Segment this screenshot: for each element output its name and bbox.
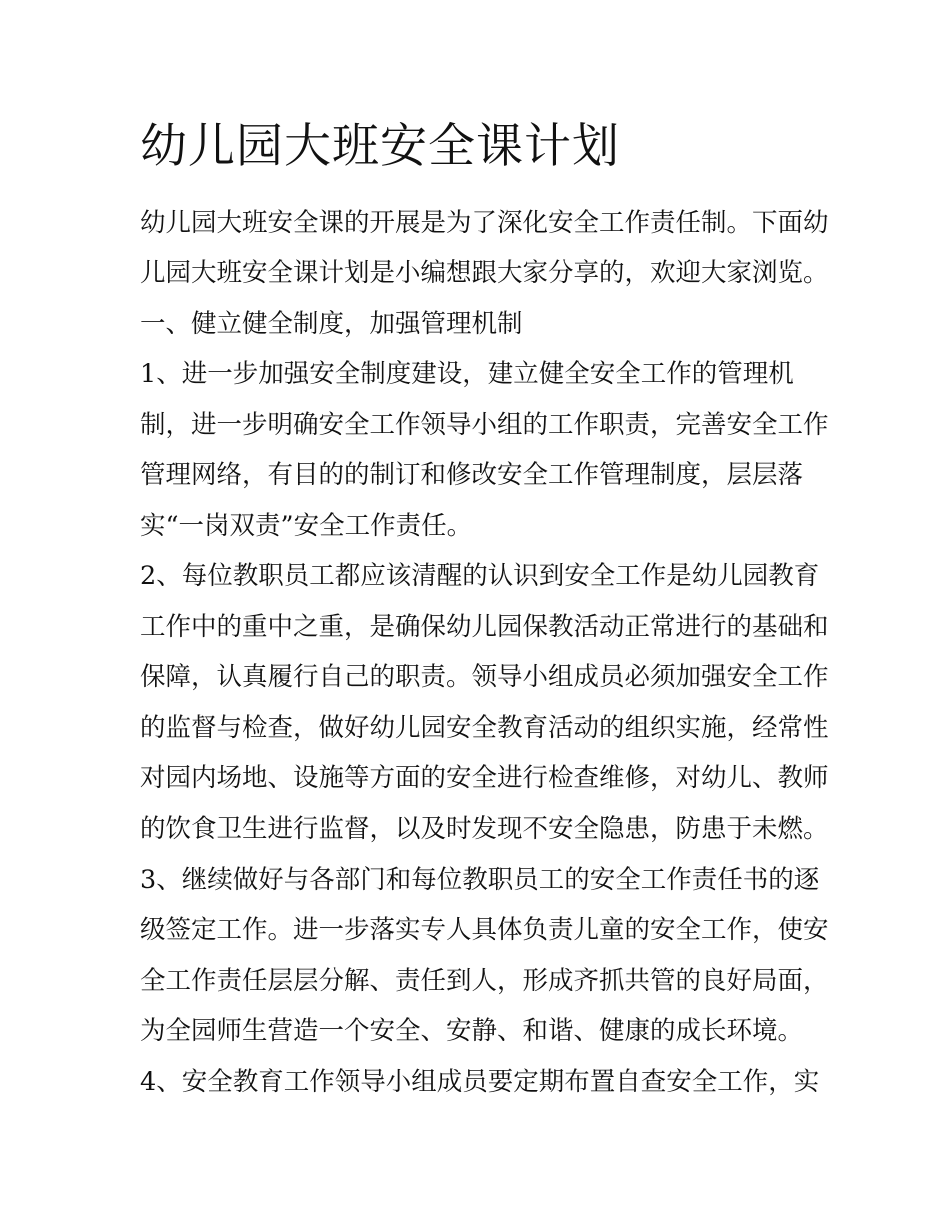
- paragraph-line: 1、进一步加强安全制度建设，建立健全安全工作的管理机: [140, 359, 794, 389]
- paragraph-line: 实“一岗双责”安全工作责任。: [140, 511, 473, 541]
- paragraph-line: 3、继续做好与各部门和每位教职员工的安全工作责任书的逐: [140, 865, 820, 895]
- document-title: 幼儿园大班安全课计划: [140, 119, 620, 174]
- paragraph-line: 为全园师生营造一个安全、安静、和谐、健康的成长环境。: [140, 1016, 804, 1046]
- paragraph-line: 管理网络，有目的的制订和修改安全工作管理制度，层层落: [140, 460, 804, 490]
- paragraph-line: 2、每位教职员工都应该清醒的认识到安全工作是幼儿园教育: [140, 561, 820, 591]
- paragraph-line: 工作中的重中之重，是确保幼儿园保教活动正常进行的基础和: [140, 612, 829, 642]
- intro-line: 幼儿园大班安全课的开展是为了深化安全工作责任制。下面幼: [140, 208, 829, 238]
- section-heading: 一、健立健全制度，加强管理机制: [140, 309, 523, 339]
- paragraph-line: 全工作责任层层分解、责任到人，形成齐抓共管的良好局面，: [140, 966, 829, 996]
- intro-line: 儿园大班安全课计划是小编想跟大家分享的，欢迎大家浏览。: [140, 258, 829, 288]
- paragraph-line: 保障，认真履行自己的职责。领导小组成员必须加强安全工作: [140, 662, 829, 692]
- paragraph-line: 对园内场地、设施等方面的安全进行检查维修，对幼儿、教师: [140, 763, 829, 793]
- paragraph-line: 级签定工作。进一步落实专人具体负责儿童的安全工作，使安: [140, 915, 829, 945]
- paragraph-line: 的监督与检查，做好幼儿园安全教育活动的组织实施，经常性: [140, 713, 829, 743]
- paragraph-line: 制，进一步明确安全工作领导小组的工作职责，完善安全工作: [140, 410, 829, 440]
- paragraph-line: 的饮食卫生进行监督，以及时发现不安全隐患，防患于未燃。: [140, 814, 829, 844]
- paragraph-line: 4、安全教育工作领导小组成员要定期布置自查安全工作，实: [140, 1067, 820, 1097]
